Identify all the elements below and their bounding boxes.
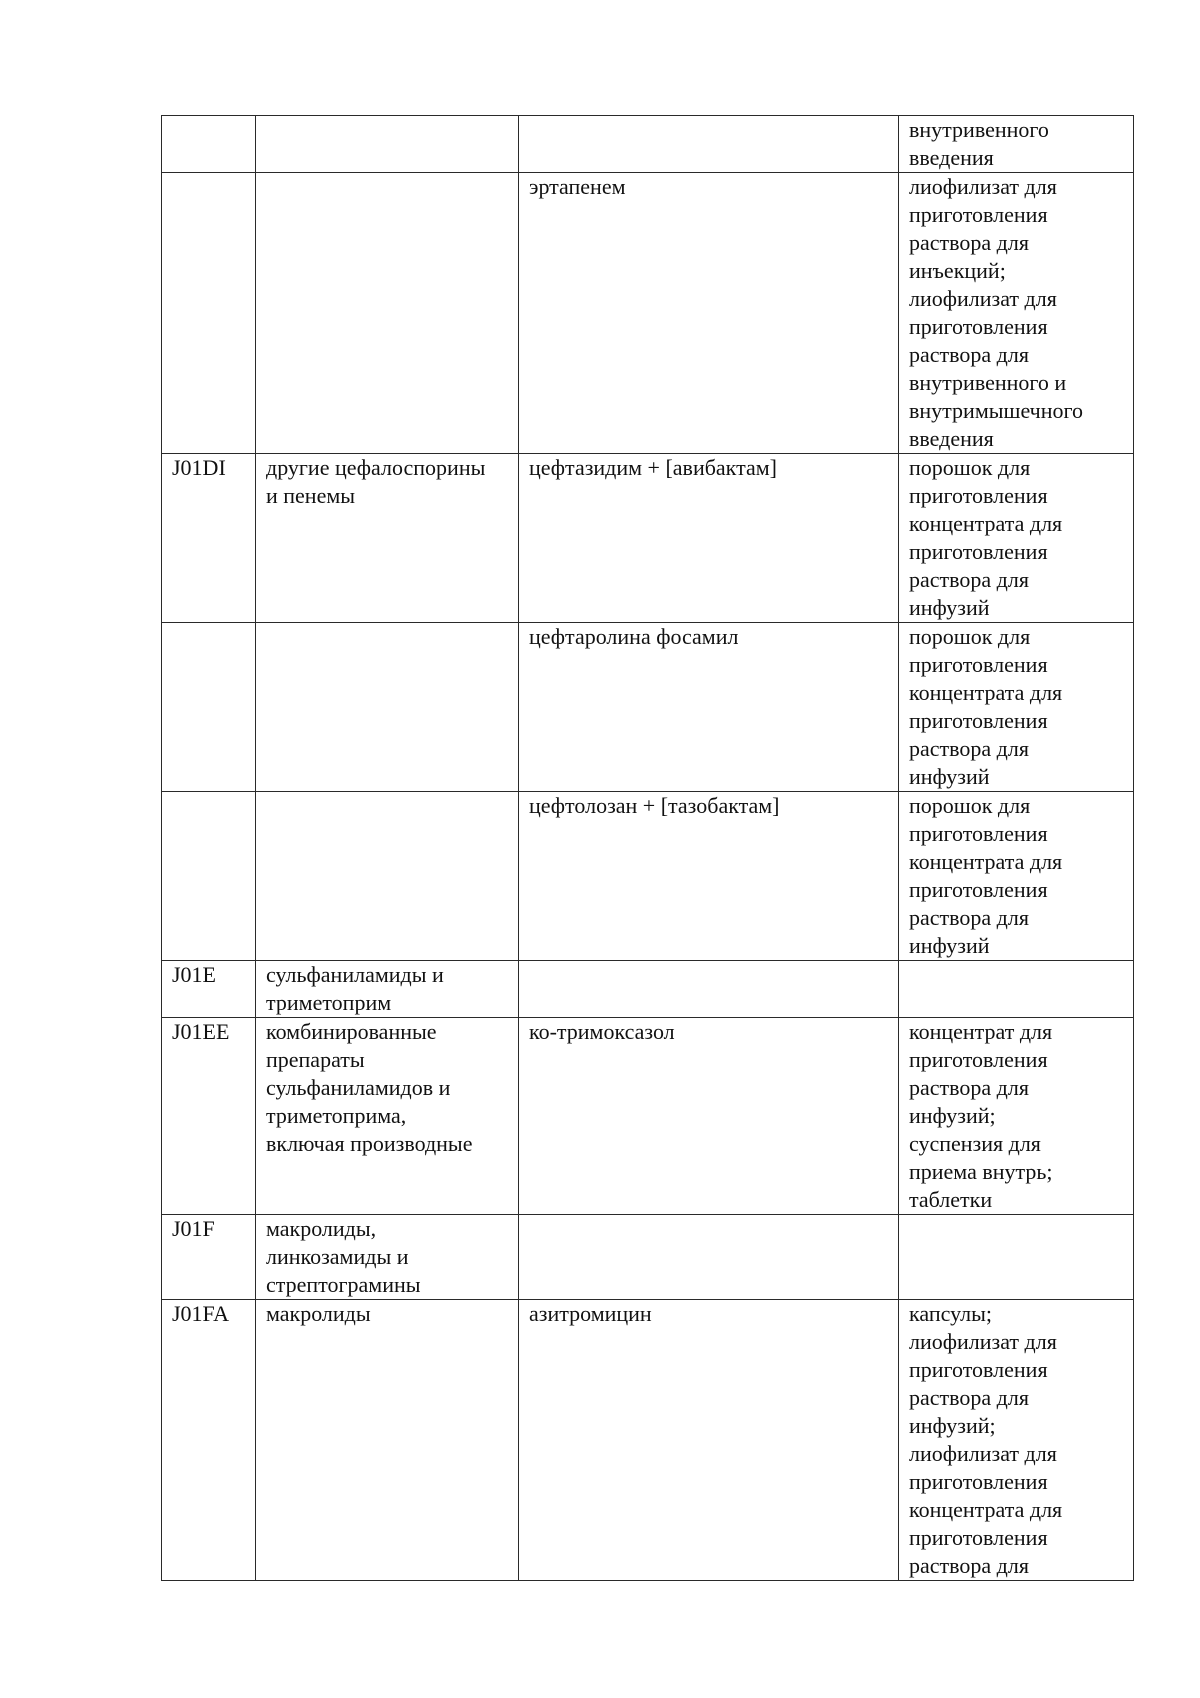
drug-table <box>161 115 1134 1581</box>
dosage-form-cell <box>899 961 1134 1018</box>
table-row <box>162 961 1134 1018</box>
dosage-form-cell <box>899 1215 1134 1300</box>
substance-cell <box>519 1215 899 1300</box>
atc-code-cell: J01EE <box>162 1018 256 1215</box>
substance-cell: азитромицин <box>519 1300 899 1581</box>
dosage-form-cell: концентрат для приготовления раствора для инфузий; суспензия для приема внутрь; таблетки <box>899 1018 1134 1215</box>
substance-cell: эртапенем <box>519 173 899 454</box>
dosage-form-cell: капсулы; лиофилизат для приготовления раствора для инфузий; лиофилизат для приготовления концентрата для приготовления раствора для <box>899 1300 1134 1581</box>
group-cell: макролиды <box>256 1300 519 1581</box>
group-cell: комбинированные препараты сульфаниламидов и триметоприма, включая производные <box>256 1018 519 1215</box>
dosage-form-cell: порошок для приготовления концентрата для приготовления раствора для инфузий <box>899 792 1134 961</box>
atc-code-cell: J01E <box>162 961 256 1018</box>
table-row <box>162 1300 1134 1581</box>
atc-code-cell <box>162 792 256 961</box>
substance-cell <box>519 961 899 1018</box>
group-cell: другие цефалоспорины и пенемы <box>256 454 519 623</box>
substance-cell: цефтаролина фосамил <box>519 623 899 792</box>
table-row <box>162 116 1134 173</box>
group-cell: макролиды, линкозамиды и стрептограмины <box>256 1215 519 1300</box>
atc-code-cell: J01F <box>162 1215 256 1300</box>
substance-cell: цефтолозан + [тазобактам] <box>519 792 899 961</box>
dosage-form-cell: порошок для приготовления концентрата для приготовления раствора для инфузий <box>899 454 1134 623</box>
table-row <box>162 173 1134 454</box>
dosage-form-cell: порошок для приготовления концентрата для приготовления раствора для инфузий <box>899 623 1134 792</box>
table-row <box>162 792 1134 961</box>
group-cell <box>256 116 519 173</box>
atc-code-cell <box>162 173 256 454</box>
atc-code-cell <box>162 116 256 173</box>
table-row <box>162 623 1134 792</box>
group-cell <box>256 623 519 792</box>
group-cell <box>256 173 519 454</box>
dosage-form-cell: лиофилизат для приготовления раствора для инъекций; лиофилизат для приготовления раствора для внутривенного и внутримышечного введения <box>899 173 1134 454</box>
group-cell <box>256 792 519 961</box>
substance-cell: цефтазидим + [авибактам] <box>519 454 899 623</box>
atc-code-cell: J01DI <box>162 454 256 623</box>
atc-code-cell <box>162 623 256 792</box>
dosage-form-cell: внутривенного введения <box>899 116 1134 173</box>
group-cell: сульфаниламиды и триметоприм <box>256 961 519 1018</box>
table-row <box>162 454 1134 623</box>
atc-code-cell: J01FA <box>162 1300 256 1581</box>
table-row <box>162 1215 1134 1300</box>
substance-cell: ко-тримоксазол <box>519 1018 899 1215</box>
substance-cell <box>519 116 899 173</box>
table-row <box>162 1018 1134 1215</box>
